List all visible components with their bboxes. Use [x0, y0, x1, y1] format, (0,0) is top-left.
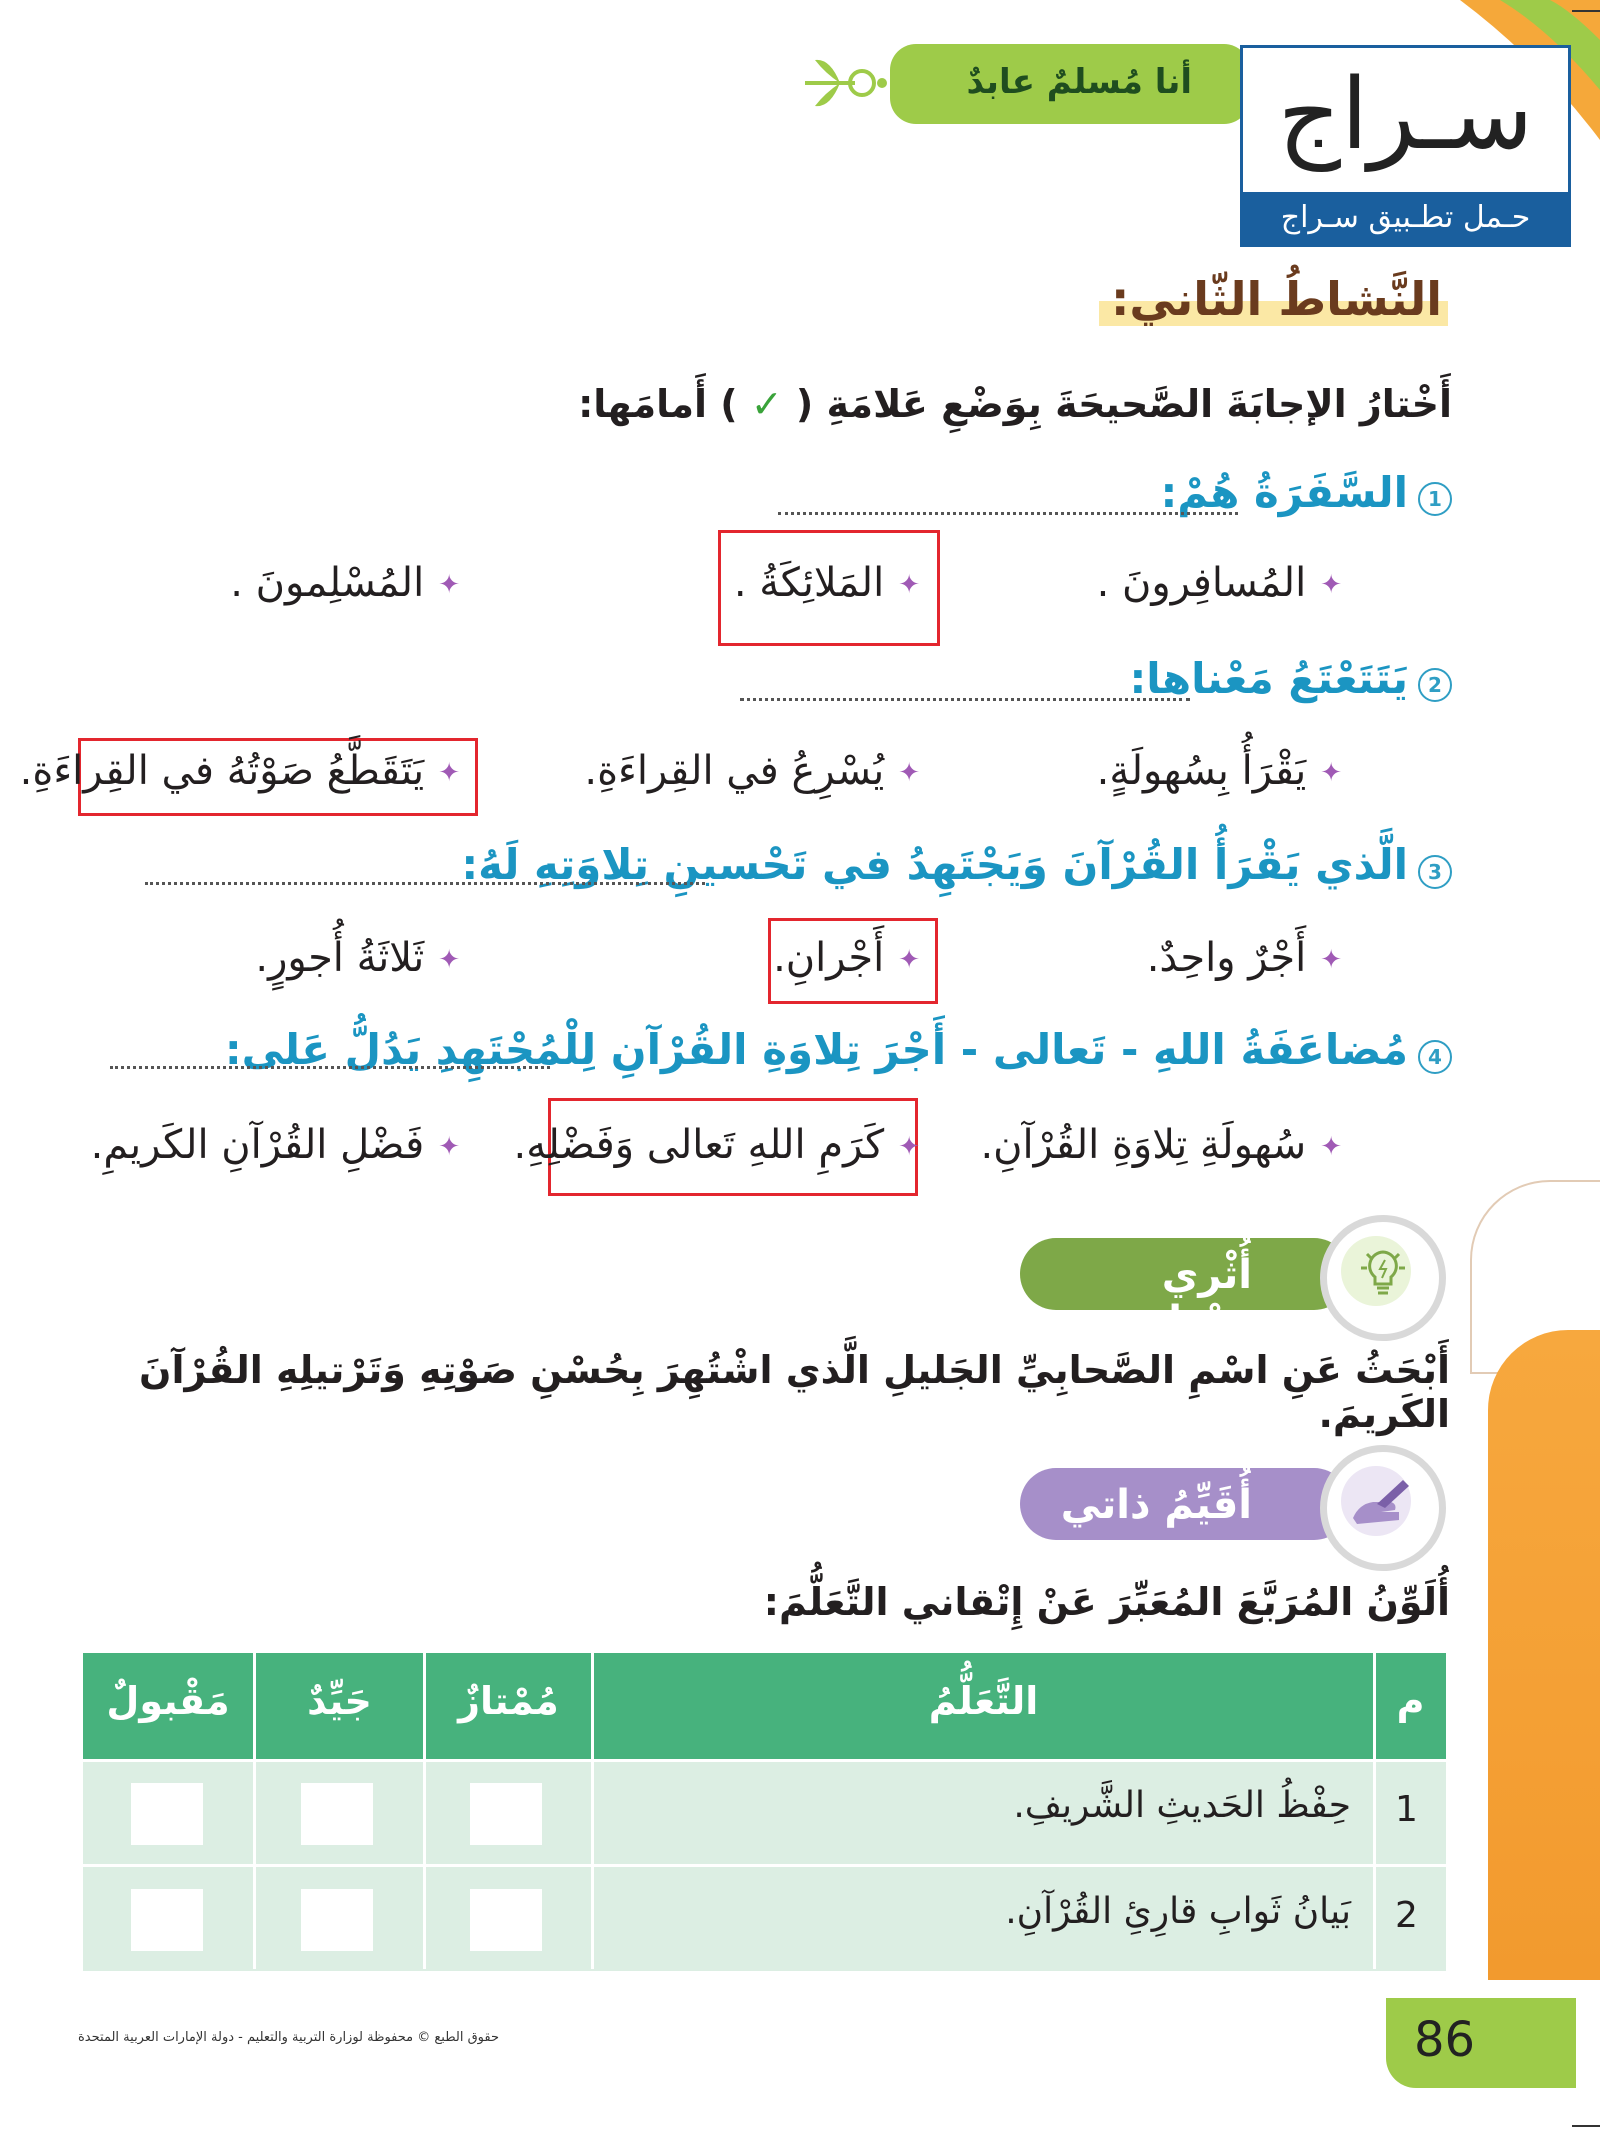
answer-line	[778, 512, 1238, 515]
option[interactable]	[1147, 935, 1342, 981]
question-text: السَّفَرَةُ هُمْ:	[1160, 468, 1408, 517]
diamond-bullet-icon: ✦	[898, 758, 920, 788]
option-label: المُسْلِمونَ .	[230, 560, 425, 606]
option-selected[interactable]	[514, 1122, 920, 1168]
question-number: 3	[1418, 855, 1452, 889]
siraj-logo[interactable]	[1240, 45, 1571, 247]
answer-line	[145, 882, 705, 885]
diamond-bullet-icon: ✦	[898, 1132, 920, 1162]
assess-section-banner	[1020, 1468, 1350, 1540]
enrich-icon-badge	[1320, 1215, 1446, 1341]
assess-instruction: أُلَوِّنُ المُرَبَّعَ المُعَبِّرَ عَنْ إِتْقاني التَّعَلُّمَ:	[763, 1580, 1450, 1624]
assess-icon-badge	[1320, 1445, 1446, 1571]
rating-box-acceptable[interactable]	[131, 1889, 203, 1951]
rating-box-good[interactable]	[301, 1889, 373, 1951]
diamond-bullet-icon: ✦	[438, 570, 460, 600]
option-label: أَجْرانِ.	[773, 935, 885, 981]
diamond-bullet-icon: ✦	[438, 945, 460, 975]
header-excellent: مُمْتازٌ	[458, 1679, 559, 1723]
option-label: فَضْلِ القُرْآنِ الكَريمِ.	[90, 1122, 425, 1168]
header-good: جَيِّدٌ	[307, 1679, 372, 1723]
rating-box-excellent[interactable]	[470, 1889, 542, 1951]
activity-title: النَّشاطُ الثّاني:	[1099, 272, 1448, 326]
rating-box-acceptable[interactable]	[131, 1783, 203, 1845]
option-label: المُسافِرونَ .	[1096, 560, 1307, 606]
copyright-text: حقوق الطبع © محفوظة لوزارة التربية والتعليم - دولة الإمارات العربية المتحدة	[78, 2030, 500, 2045]
option-label: أَجْرٌ واحِدٌ.	[1146, 935, 1307, 981]
instruction-text-after: ) أَمامَها:	[578, 382, 738, 426]
page-number: 86	[1414, 2012, 1476, 2068]
question-number: 4	[1418, 1040, 1452, 1074]
option[interactable]	[255, 935, 460, 981]
answer-line	[740, 698, 1190, 701]
row-number: 1	[1395, 1789, 1418, 1830]
question-number: 1	[1418, 482, 1452, 516]
option-label: كَرَمِ اللهِ تَعالى وَفَضْلِهِ.	[513, 1122, 885, 1168]
header-learning: التَّعَلُّمُ	[928, 1679, 1039, 1723]
logo-word: سـراج	[1277, 58, 1534, 172]
check-mark-icon: ✓	[750, 382, 783, 426]
option-label: يُسْرِعُ في القِراءَةِ.	[584, 748, 885, 794]
answer-line	[110, 1066, 550, 1069]
question-number: 2	[1418, 668, 1452, 702]
self-assessment-table	[83, 1653, 1446, 1969]
option-selected[interactable]	[734, 560, 920, 606]
activity-instruction	[578, 382, 1452, 426]
question-text: يَتَتَعْتَعُ مَعْناها:	[1129, 654, 1408, 703]
option-selected[interactable]	[773, 935, 920, 981]
row-learning: بَيانُ ثَوابِ قارِئِ القُرْآنِ.	[1005, 1891, 1351, 1932]
enrich-text: أَبْحَثُ عَنِ اسْمِ الصَّحابِيِّ الجَليلِ الَّذي اشْتُهِرَ بِحُسْنِ صَوْتِهِ وَتَرْتيلِهِ القُرْآنَ الكَريمَ.	[139, 1348, 1450, 1436]
option-label: سُهولَةِ تِلاوَةِ القُرْآنِ.	[980, 1122, 1307, 1168]
side-orange-decoration	[1488, 1330, 1600, 1980]
leaf-ornament-icon	[800, 48, 890, 118]
instruction-text-before: أَخْتارُ الإجابَةَ الصَّحيحَةَ بِوَضْعِ عَلامَةِ (	[795, 382, 1452, 426]
assess-title: أُقَيِّمُ ذاتي	[1060, 1482, 1252, 1528]
diamond-bullet-icon: ✦	[438, 758, 460, 788]
option[interactable]	[1097, 560, 1342, 606]
option-label: ثَلاثَةُ أُجورٍ.	[255, 935, 425, 981]
diamond-bullet-icon: ✦	[898, 570, 920, 600]
header-num: م	[1396, 1679, 1425, 1723]
enrich-section-banner	[1020, 1238, 1350, 1344]
option-selected[interactable]	[20, 748, 460, 794]
logo-tagline: حـمل تطـبيق سـراج	[1243, 192, 1568, 244]
diamond-bullet-icon: ✦	[1320, 945, 1342, 975]
option-label: يَتَقَطَّعُ صَوْتُهُ في القِراءَةِ.	[19, 748, 425, 794]
lightbulb-icon	[1351, 1242, 1415, 1306]
crop-mark	[1572, 10, 1600, 12]
row-number: 2	[1395, 1895, 1418, 1936]
unit-title-banner	[890, 44, 1250, 124]
unit-title: أنا مُسلمٌ عابدٌ	[966, 62, 1192, 102]
page-number-badge	[1386, 1998, 1576, 2088]
crop-mark	[1572, 2125, 1600, 2127]
option-label: المَلائِكَةُ .	[733, 560, 885, 606]
option[interactable]	[980, 1122, 1342, 1168]
rating-box-excellent[interactable]	[470, 1783, 542, 1845]
question-text: الَّذي يَقْرَأُ القُرْآنَ وَيَجْتَهِدُ في تَحْسينِ تِلاوَتِهِ لَهُ:	[461, 840, 1408, 889]
diamond-bullet-icon: ✦	[1320, 758, 1342, 788]
option[interactable]	[230, 560, 460, 606]
option-label: يَقْرَأُ بِسُهولَةٍ.	[1096, 748, 1307, 794]
header-acceptable: مَقْبولٌ	[106, 1679, 230, 1723]
enrich-title: أُثْري خِبْراتي	[1112, 1252, 1252, 1344]
option[interactable]	[1097, 748, 1342, 794]
diamond-bullet-icon: ✦	[438, 1132, 460, 1162]
diamond-bullet-icon: ✦	[1320, 1132, 1342, 1162]
question-text: مُضاعَفَةُ اللهِ - تَعالى - أَجْرَ تِلاوَةِ القُرْآنِ لِلْمُجْتَهِدِ يَدُلُّ عَلى:	[224, 1025, 1408, 1074]
hand-pen-icon	[1347, 1474, 1417, 1534]
rating-box-good[interactable]	[301, 1783, 373, 1845]
option[interactable]	[584, 748, 920, 794]
diamond-bullet-icon: ✦	[898, 945, 920, 975]
row-learning: حِفْظُ الحَديثِ الشَّريفِ.	[1013, 1785, 1351, 1826]
diamond-bullet-icon: ✦	[1320, 570, 1342, 600]
option[interactable]	[91, 1122, 460, 1168]
